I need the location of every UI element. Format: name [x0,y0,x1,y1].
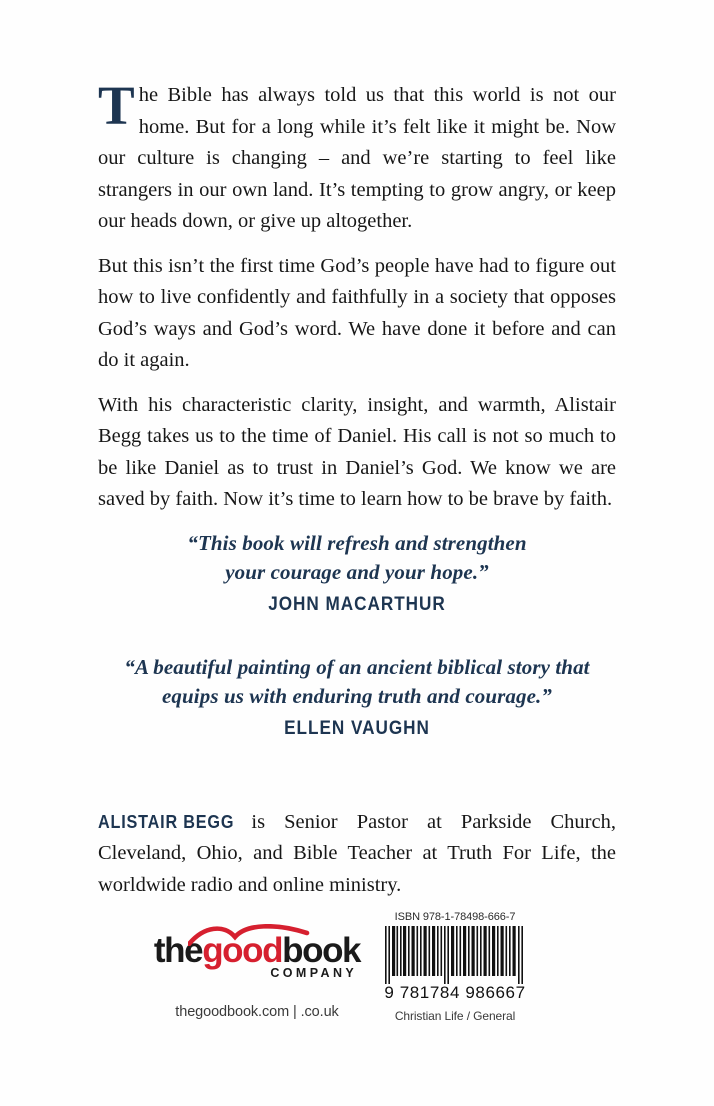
publisher-logo [154,928,360,980]
barcode-image [383,926,527,984]
author-name: ALISTAIR BEGG [98,811,235,832]
publisher-website: thegoodbook.com | .co.uk [175,1004,339,1020]
logo-word-company: COMPANY [270,966,358,980]
author-bio-text: is Senior Pastor at Parkside Church, Cleveland, Ohio, and Bible Teacher at Truth For Life, the worldwide radio and online ministry. [98,810,616,896]
endorsement-1 [98,529,616,616]
endorsement-1-attribution: JOHN MACARTHUR [268,593,446,615]
blurb-paragraph-2: But this isn’t the first time God’s people have had to figure out how to live confidently and faithfully in a society that opposes God’s ways and God’s word. We have done it before and can do it again. [98,254,616,371]
logo-word-book: book [282,931,361,970]
endorsement-1-quote-line-2: your courage and your hope.” [225,560,489,584]
endorsement-1-quote-line-1: “This book will refresh and strengthen [187,531,527,555]
endorsement-2-quote [98,653,616,711]
barcode-block [381,911,529,1023]
barcode-category: Christian Life / General [394,1009,516,1023]
endorsement-2-quote-line-1: “A beautiful painting of an ancient biblical story that [124,655,590,679]
endorsement-2 [98,653,616,740]
endorsement-2-quote-line-2: equips us with enduring truth and courage.” [161,684,552,708]
logo-word-the: the [153,931,203,970]
publisher-logo-block [152,928,362,1020]
logo-word-good: good [202,931,283,970]
author-bio [98,807,616,902]
blurb-paragraph-3: With his characteristic clarity, insight, and warmth, Alistair Begg takes us to the time of Daniel. His call is not so much to be like Daniel as to trust in Daniel’s God. We know we are saved by faith. Now it’s time to learn how to be brave by faith. [98,393,616,510]
barcode-digits: 9 781784 986667 [384,983,526,1002]
endorsement-1-quote [98,529,616,587]
blurb-text-block [98,75,616,516]
blurb-paragraph-1-text: he Bible has always told us that this world is not our home. But for a long while it’s felt like it might be. Now our culture is changing – and we’re starting to feel like strangers in our own land. It’s tempting to grow angry, or keep our heads down, or give up altogether. [98,84,616,232]
blurb-paragraph-1 [98,75,616,238]
endorsement-2-attribution: ELLEN VAUGHN [284,717,430,739]
drop-cap-letter: T [98,75,135,136]
isbn-label: ISBN 978-1-78498-666-7 [394,911,516,923]
